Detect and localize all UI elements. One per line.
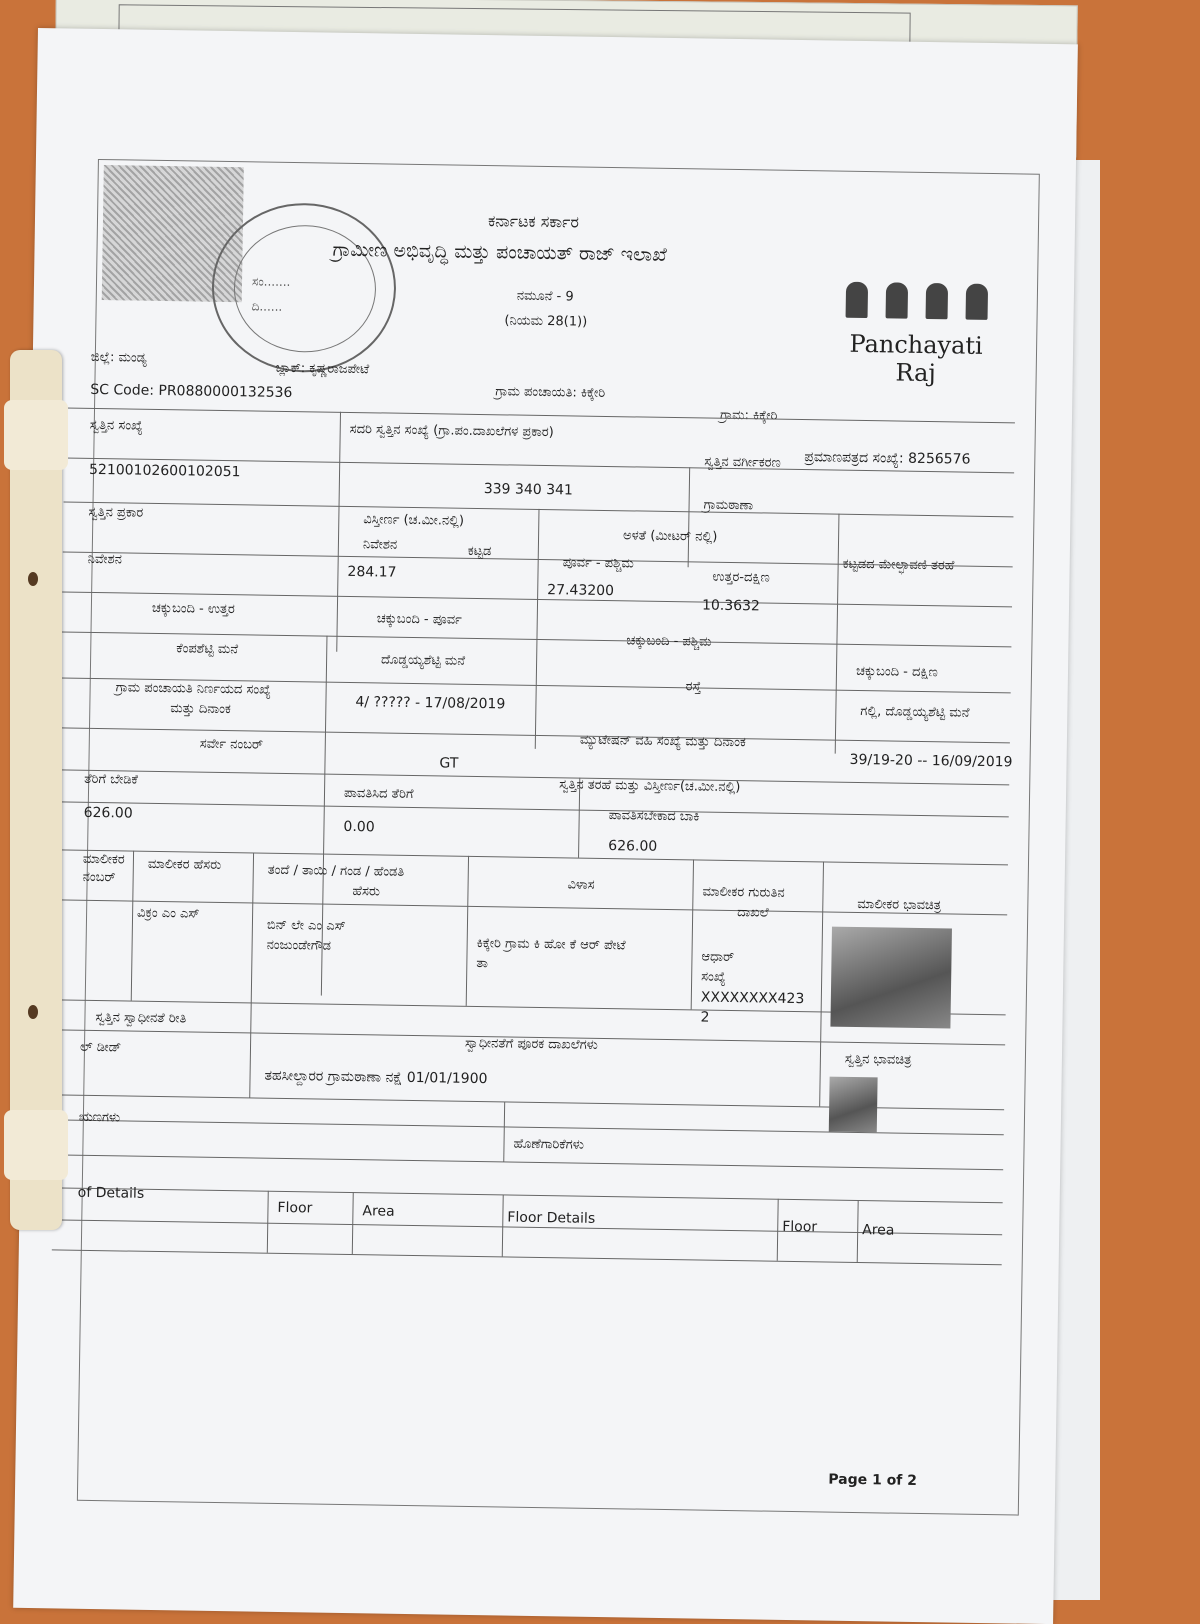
grid-line <box>53 1184 1003 1203</box>
sadari-value: 339 340 341 <box>483 481 574 499</box>
grid-vline <box>503 1101 505 1161</box>
owner-id-1: ಆಧಾರ್ <box>701 949 735 966</box>
grid-vline <box>352 1192 354 1254</box>
ownership-mode-value: ಲ್ ಡೀಡ್ <box>79 1039 122 1056</box>
grid-vline <box>336 412 341 652</box>
strap-band <box>4 400 68 470</box>
grid-vline <box>777 1199 779 1261</box>
grid-line <box>65 407 1015 423</box>
parent-label-2: ಹೆಸರು <box>352 884 381 900</box>
floor-header-right: Floor <box>782 1218 818 1236</box>
site-area-value: 284.17 <box>347 563 397 581</box>
owner-id-2: ಸಂಖ್ಯೆ <box>701 969 726 985</box>
id-label-2: ದಾಖಲೆ <box>737 905 769 921</box>
grid-line <box>59 769 1009 785</box>
lgd-code: SC Code: PR0880000132536 <box>90 381 293 402</box>
west-label: ಚಕ್ಕುಬಂದಿ - ಪಶ್ಚಿಮ <box>626 633 712 650</box>
grid-vline <box>251 852 254 1002</box>
survey-label: ಸರ್ವೇ ನಂಬರ್ <box>199 736 264 753</box>
site-label: ನಿವೇಶನ <box>362 537 398 553</box>
type-label: ಸ್ವತ್ತಿನ ಪ್ರಕಾರ <box>88 504 144 521</box>
parent-name-2: ನಂಜುಂಡೇಗೌಡ <box>266 937 332 954</box>
grid-vline <box>819 861 824 1106</box>
ownership-mode-label: ಸ್ವತ್ತಿನ ಸ್ವಾಧೀನತೆ ರೀತಿ <box>95 1010 187 1027</box>
floor-header-left: Floor <box>277 1199 313 1217</box>
tax-balance-label: ಪಾವತಿಸಬೇಕಾದ ಬಾಕಿ <box>608 808 700 825</box>
ownership-docs-value: ತಹಸೀಲ್ದಾರರ ಗ್ರಾಮಠಾಣಾ ನಕ್ಷೆ 01/01/1900 <box>264 1067 488 1088</box>
certificate-sheet <box>13 28 1078 1624</box>
gram-panchayat: ಗ್ರಾಮ ಪಂಚಾಯತಿ: ಕಿಕ್ಕೇರಿ <box>495 384 606 401</box>
grid-line <box>52 1249 1002 1265</box>
east-label: ಚಕ್ಕುಬಂದಿ - ಪೂರ್ವ <box>376 611 462 628</box>
property-photo <box>829 1077 878 1133</box>
strap-band <box>4 1110 68 1180</box>
form-number: ನಮೂನೆ - 9 <box>516 288 574 305</box>
classification-label: ಸ್ವತ್ತಿನ ವರ್ಗೀಕರಣ <box>704 454 781 471</box>
liabilities-label: ಋಣಗಳು <box>78 1109 121 1126</box>
department-title: ಗ್ರಾಮೀಣ ಅಭಿವೃದ್ಧಿ ಮತ್ತು ಪಂಚಾಯತ್ ರಾಜ್ ಇಲಾಖೆ <box>332 238 667 266</box>
grid-vline <box>688 467 691 567</box>
punch-hole <box>28 572 38 586</box>
address-label: ವಿಳಾಸ <box>567 877 595 893</box>
ns-value: 10.3632 <box>701 597 761 615</box>
parent-label-1: ತಂದೆ / ತಾಯಿ / ಗಂಡ / ಹೆಂಡತಿ <box>267 862 405 880</box>
south-value: ಗಲ್ಲಿ, ದೊಡ್ಡಯ್ಯಶೆಟ್ಟಿ ಮನೆ <box>860 704 970 721</box>
parent-name-1: ಬಿನ್ ಲೇ ಎಂ ಎಸ್ <box>266 917 346 934</box>
grid-vline <box>857 1200 859 1262</box>
building-label: ಕಟ್ಟಡ <box>467 543 492 560</box>
tax-paid-label: ಪಾವತಿಸಿದ ತೆರಿಗೆ <box>343 785 414 802</box>
responsibilities-label: ಹೊಣೆಗಾರಿಕೆಗಳು <box>513 1136 585 1153</box>
ns-label: ಉತ್ತರ-ದಕ್ಷಿಣ <box>712 569 770 586</box>
owner-no-label-2: ನಂಬರ್ <box>82 869 116 886</box>
west-value: ರಸ್ತೆ <box>685 679 702 695</box>
south-label: ಚಕ್ಕುಬಂದಿ - ದಕ್ಷಿಣ <box>855 663 938 681</box>
logo-text: Panchayati Raj <box>849 329 983 388</box>
area-header-right: Area <box>862 1222 895 1239</box>
grid-vline <box>267 1191 269 1253</box>
east-value: ದೊಡ್ಡಯ್ಯಶೆಟ್ಟಿ ಮನೆ <box>380 652 466 669</box>
grid-vline <box>466 856 469 1006</box>
area-header-left: Area <box>362 1203 395 1220</box>
north-value: ಕೆಂಪಶೆಟ್ಟಿ ಮನೆ <box>176 641 239 658</box>
seal-line-2: ದಿ...... <box>251 299 283 314</box>
classification-value: ಗ್ರಾಮಠಾಣಾ <box>703 497 754 514</box>
grid-line <box>53 1154 1003 1170</box>
owner-photo <box>830 927 952 1029</box>
seal-line-1: ಸಂ....... <box>251 274 291 289</box>
mutation-value: 39/19-20 -- 16/09/2019 <box>849 751 1013 771</box>
village: ಗ್ರಾಮ: ಕಿಕ್ಕೇರಿ <box>719 407 778 424</box>
page-number: Page 1 of 2 <box>828 1471 918 1489</box>
grid-vline <box>131 851 134 1001</box>
dims-label: ಅಳತೆ (ಮೀಟರ್ ನಲ್ಲಿ) <box>622 528 718 545</box>
owner-no-label-1: ಮಾಲೀಕರ <box>82 851 125 868</box>
grid-line <box>59 801 1009 817</box>
resolution-label-2: ಮತ್ತು ದಿನಾಂಕ <box>170 701 231 718</box>
type-value: ನಿವೇಶನ <box>87 551 122 568</box>
tax-demand-label: ತೆರಿಗೆ ಬೇಡಿಕೆ <box>84 771 138 788</box>
property-photo-label: ಸ್ವತ್ತಿನ ಭಾವಚಿತ್ರ <box>844 1051 912 1068</box>
owner-address-1: ಕಿಕ್ಕೇರಿ ಗ್ರಾಮ ಕಿ ಹೋ ಕೆ ಆರ್ ಪೇಟೆ <box>476 936 626 954</box>
ownership-docs-label: ಸ್ವಾಧೀನತೆಗೆ ಪೂರಕ ದಾಖಲೆಗಳು <box>464 1035 598 1053</box>
survey-value: GT <box>439 755 459 772</box>
prop-no-value: 52100102600102051 <box>88 461 241 481</box>
block: ಬ್ಲಾಕ್: ಕೃಷ್ಣರಾಜಪೇಟೆ <box>275 360 370 378</box>
owner-address-2: ತಾ <box>476 956 488 972</box>
ew-value: 27.43200 <box>547 582 615 600</box>
floor-details-left-label: of Details <box>77 1184 145 1202</box>
tax-balance-value: 626.00 <box>608 838 658 855</box>
owner-id-3: XXXXXXXX423 <box>700 989 805 1008</box>
floor-details-right-label: Floor Details <box>507 1209 596 1227</box>
prop-no-label: ಸ್ವತ್ತಿನ ಸಂಖ್ಯೆ <box>89 417 143 434</box>
district: ಜಿಲ್ಲೆ: ಮಂಡ್ಯ <box>90 349 147 366</box>
punch-hole <box>28 1005 38 1019</box>
resolution-label-1: ಗ್ರಾಮ ಪಂಚಾಯತಿ ನಿರ್ಣಯದ ಸಂಖ್ಯೆ <box>115 680 272 698</box>
north-label: ಚಕ್ಕುಬಂದಿ - ಉತ್ತರ <box>151 600 235 618</box>
state-title: ಕರ್ನಾಟಕ ಸರ್ಕಾರ <box>487 211 580 232</box>
binding-strap <box>10 350 62 1230</box>
rule-number: (ನಿಯಮ 28(1)) <box>504 313 588 330</box>
owner-id-4: 2 <box>700 1009 710 1026</box>
certificate-number: ಪ್ರಮಾಣಪತ್ರದ ಸಂಖ್ಯೆ: 8256576 <box>804 449 971 468</box>
grid-vline <box>691 859 694 1009</box>
grid-vline <box>249 1002 251 1097</box>
office-seal <box>211 202 398 374</box>
owner-photo-label: ಮಾಲೀಕರ ಭಾವಚಿತ್ರ <box>857 896 942 914</box>
mutation-label: ಮ್ಯುಟೇಷನ್ ವಹಿ ಸಂಖ್ಯೆ ಮತ್ತು ದಿನಾಂಕ <box>579 732 746 751</box>
id-label-1: ಮಾಲೀಕರ ಗುರುತಿನ <box>702 884 785 901</box>
type-area-label: ಸ್ವತ್ತಿನ ತರಹೆ ಮತ್ತು ವಿಸ್ತೀರ್ಣ(ಚ.ಮೀ.ನಲ್ಲಿ) <box>559 777 741 796</box>
roof-label: ಕಟ್ಟಡದ ಮೇಲ್ಛಾವಣಿ ತರಹೆ <box>842 556 955 574</box>
owner-name-label: ಮಾಲೀಕರ ಹೆಸರು <box>147 856 222 873</box>
grid-vline <box>835 514 840 754</box>
sadari-label: ಸದರಿ ಸ್ವತ್ತಿನ ಸಂಖ್ಯೆ (ಗ್ರಾ.ಪಂ.ದಾಖಲೆಗಳ ಪ್ರಕಾರ) <box>349 421 554 441</box>
grid-vline <box>502 1194 504 1256</box>
resolution-value: 4/ ????? - 17/08/2019 <box>355 694 506 713</box>
panchayati-raj-logo <box>835 282 997 389</box>
owner-name: ವಿಕ್ರಂ ಎಂ ಎಸ್ <box>136 905 200 922</box>
tax-paid-value: 0.00 <box>343 818 375 836</box>
people-icon <box>836 282 997 325</box>
ew-label: ಪೂರ್ವ - ಪಶ್ಚಿಮ <box>562 555 634 572</box>
certificate-frame <box>77 159 1040 1516</box>
grid-vline <box>535 509 540 749</box>
area-label: ವಿಸ್ತೀರ್ಣ (ಚ.ಮೀ.ನಲ್ಲಿ) <box>363 512 465 529</box>
tax-demand-value: 626.00 <box>83 804 133 822</box>
